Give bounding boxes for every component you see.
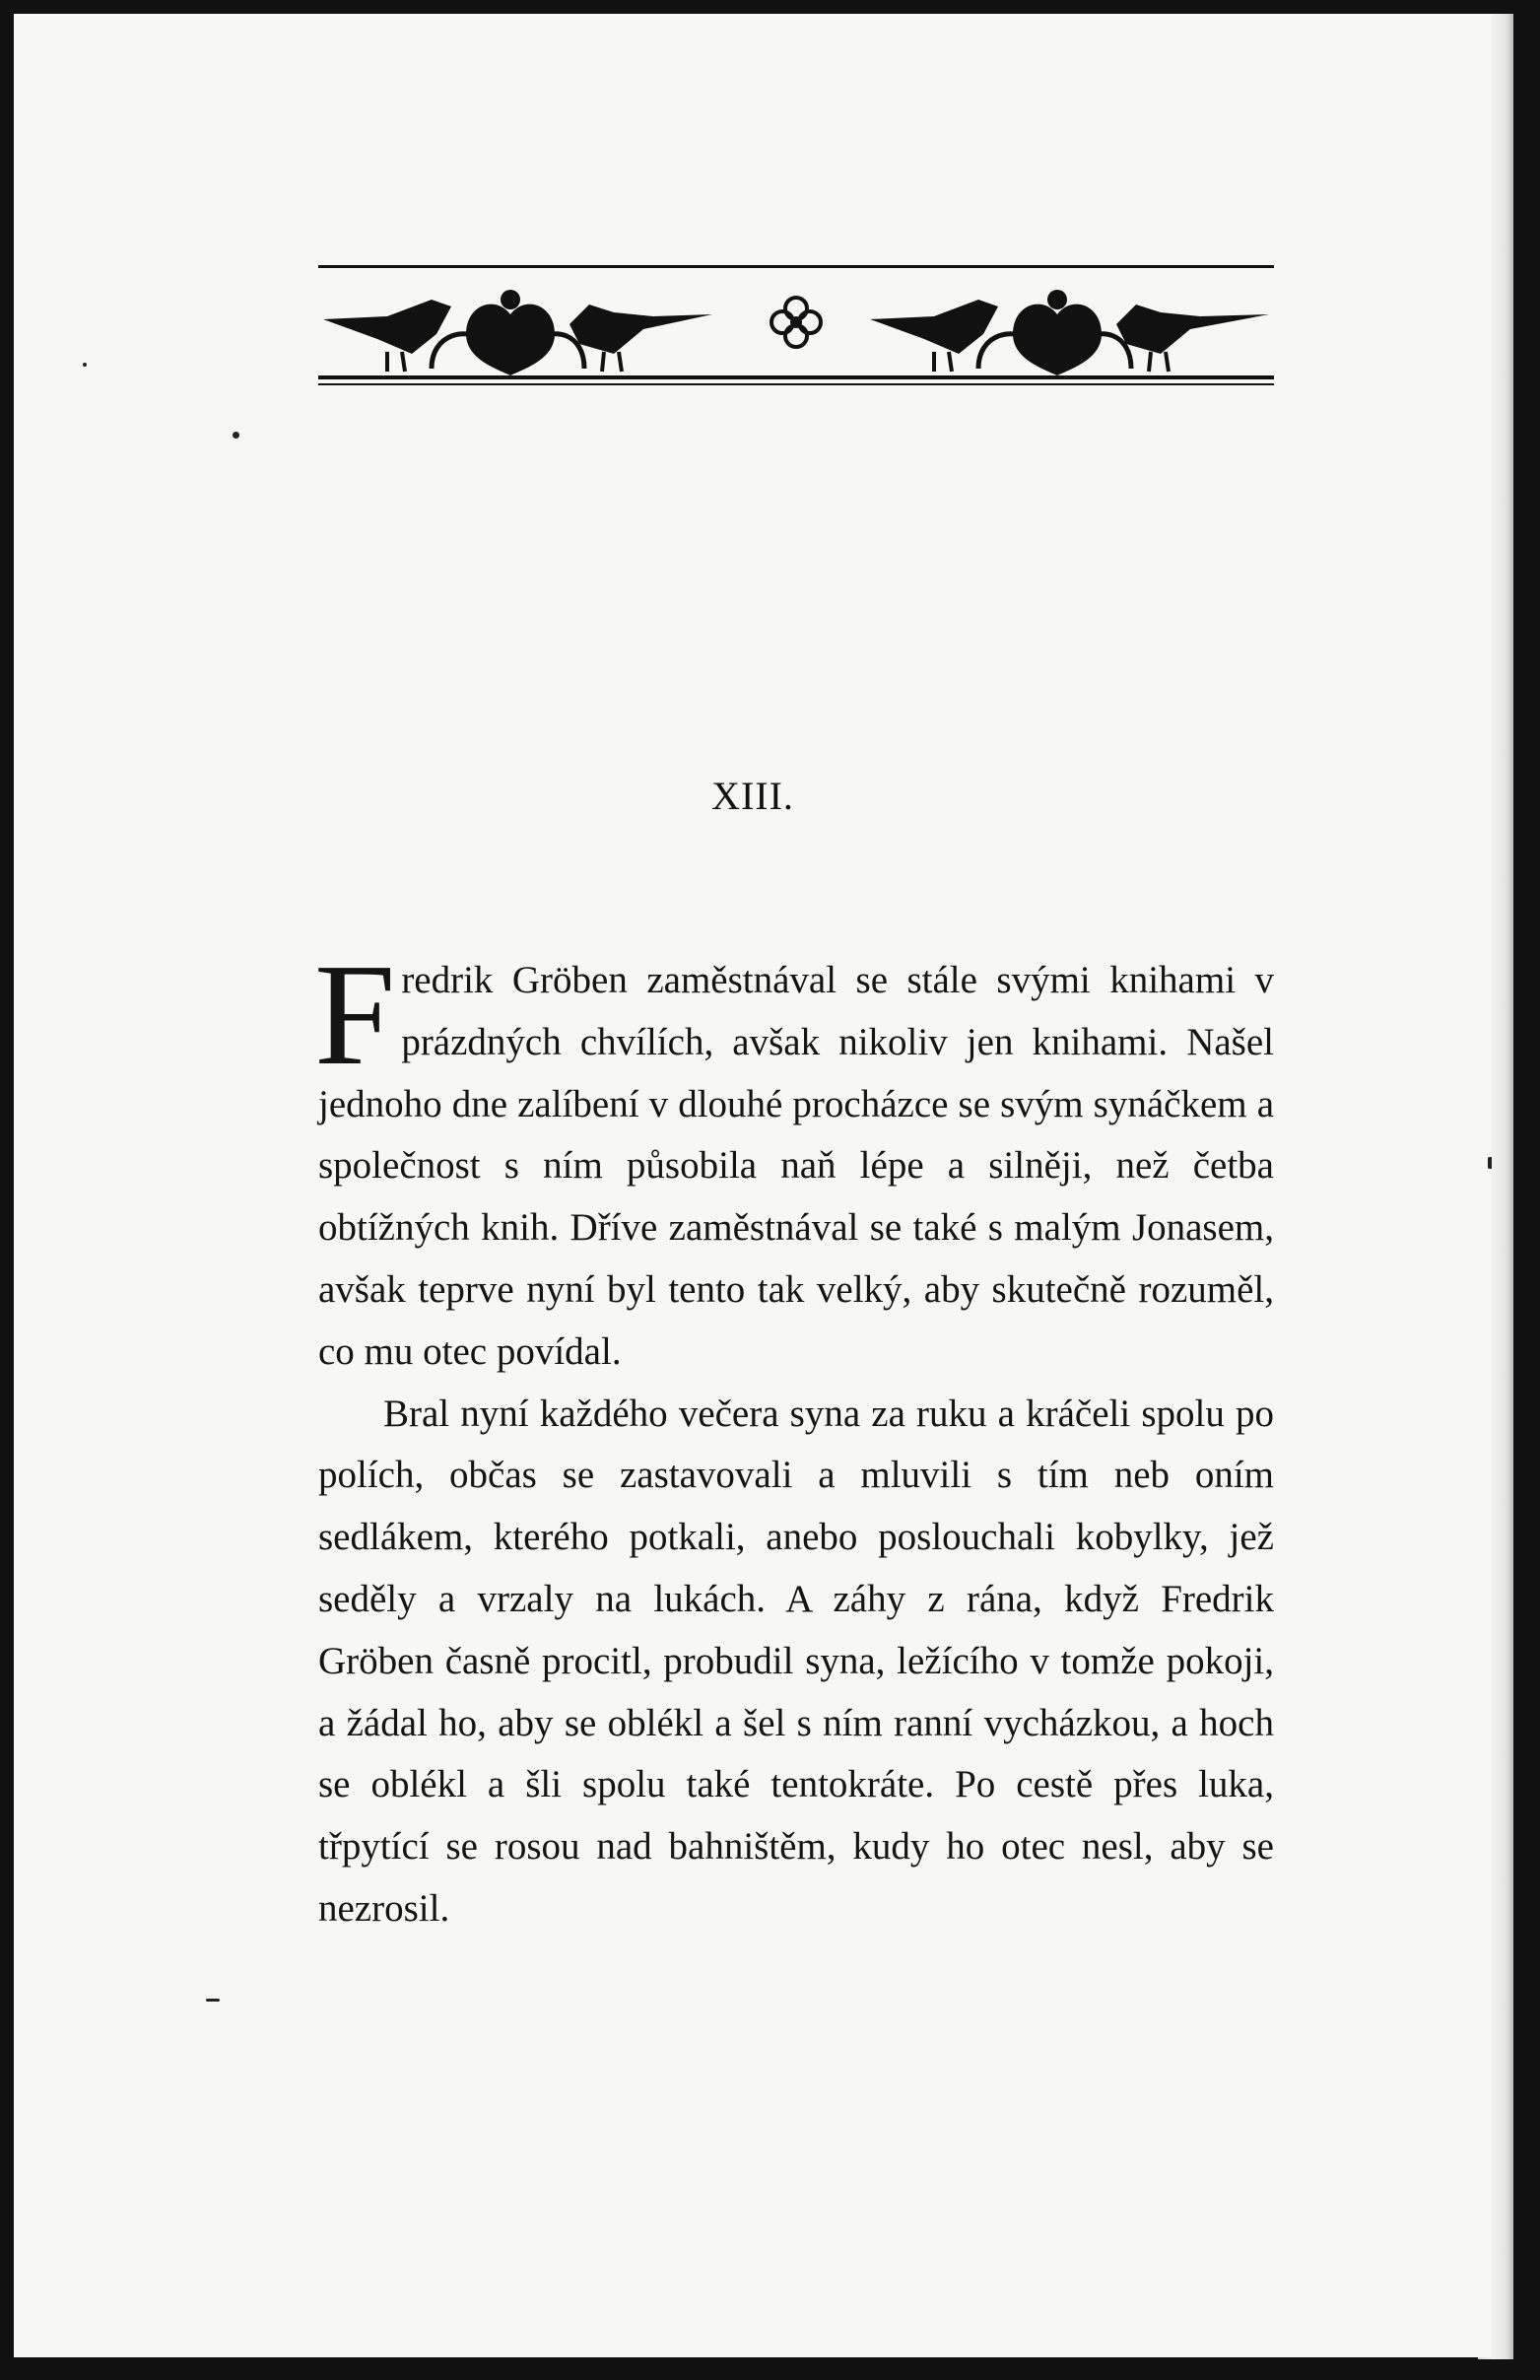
bird-heart-ornament-icon — [318, 265, 1274, 413]
drop-cap: F — [314, 934, 396, 1096]
paragraph-2: Bral nyní každého večera syna za ruku a kráčeli spolu po polích, občas se zastavovali a mluvili s tím neb oním sedlákem, kterého potkali, anebo poslouchali kobylky, jež seděly a vrzaly na lukách. A záhy z rána, když Fredrik Gröben časně procitl, probudil syna, ležícího v tomže pokoji, a žádal ho, aby se oblékl a šel s ním ranní vycházkou, a hoch se oblékl a šli spolu také tentokráte. Po cestě přes luka, třpytící se rosou nad bahništěm, kudy ho otec nesl, aby se nezrosil. — [318, 1392, 1274, 1930]
paragraph-1 — [314, 934, 1274, 1384]
scan-speck — [1488, 1157, 1492, 1169]
scan-speck — [83, 363, 87, 367]
paragraph-1-text: redrik Gröben zaměstnával se stále svými knihami v prázdných chvílích, avšak nikoliv jen knihami. Našel jednoho dne zalíbení v dlouhé procházce se svým synáčkem a společnost s ním působila naň lépe a silněji, než četba obtížných knih. Dříve zaměstnával se také s malým Jonasem, avšak teprve nyní byl tento tak velký, aby skutečně rozuměl, co mu otec povídal. — [318, 959, 1274, 1373]
scan-speck — [206, 1999, 220, 2002]
scan-speck — [233, 432, 239, 439]
book-page — [14, 14, 1492, 2357]
chapter-text — [314, 934, 1274, 1940]
chapter-number: XIII. — [711, 774, 794, 818]
